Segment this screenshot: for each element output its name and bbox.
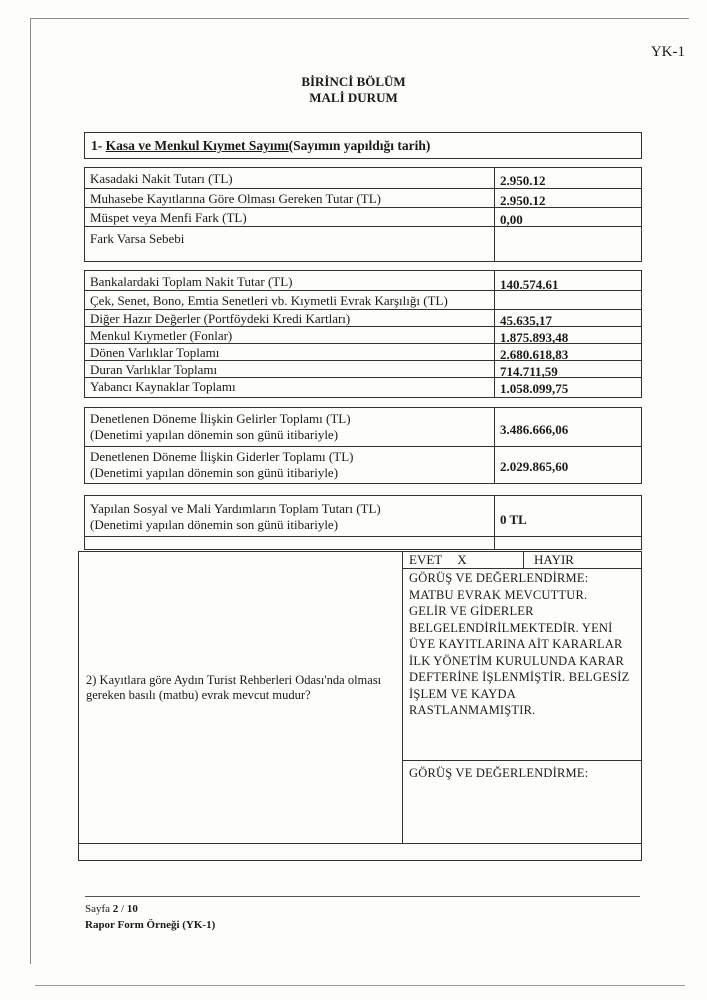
row-label: Yabancı Kaynaklar Toplamı (90, 379, 236, 394)
section-subheading: MALİ DURUM (309, 90, 398, 105)
expense-label-1: Denetlenen Döneme İlişkin Giderler Toplamı (TL) (90, 449, 354, 464)
question-2: 2) Kayıtlara göre Aydın Turist Rehberleri Odası'nda olması gereken basılı (matbu) evrak mevcut mudur? (86, 673, 382, 702)
row-value: 2.950.12 (500, 193, 546, 208)
expense-label-2: (Denetimi yapılan dönemin son günü itibariyle) (90, 465, 339, 480)
aid-label-2: (Denetimi yapılan dönemin son günü itibariyle) (90, 517, 339, 532)
form-code: YK-1 (650, 44, 685, 60)
income-label-1: Denetlenen Döneme İlişkin Gelirler Toplamı (TL) (90, 411, 351, 426)
section1-title-suffix: (Sayımın yapıldığı tarih) (288, 138, 431, 153)
row-label: Müspet veya Menfi Fark (TL) (90, 210, 247, 225)
row-label: Fark Varsa Sebebi (90, 231, 185, 246)
row-label: Dönen Varlıklar Toplamı (90, 345, 220, 360)
form-name: Rapor Form Örneği (YK-1) (85, 919, 216, 931)
row-value: 45.635,17 (500, 313, 552, 328)
aid-label-1: Yapılan Sosyal ve Mali Yardımların Toplam Tutarı (TL) (90, 501, 381, 516)
row-label: Bankalardaki Toplam Nakit Tutar (TL) (90, 274, 293, 289)
row-value: 2.680.618,83 (500, 347, 569, 362)
row-label: Muhasebe Kayıtlarına Göre Olması Gereken Tutar (TL) (90, 191, 381, 206)
row-value: 714.711,59 (500, 364, 558, 379)
expense-value: 2.029.865,60 (500, 459, 569, 474)
page-number (85, 903, 138, 915)
row-label: Çek, Senet, Bono, Emtia Senetleri vb. Kıymetli Evrak Karşılığı (TL) (90, 293, 448, 308)
row-label: Diğer Hazır Değerler (Portföydeki Kredi Kartları) (90, 311, 351, 326)
yes-checkmark: X (457, 552, 467, 567)
page-current: 2 (112, 903, 119, 915)
section1-title-prefix: 1- (91, 138, 103, 153)
section1-title (91, 138, 430, 154)
row-value: 1.875.893,48 (500, 330, 569, 345)
row-value: 140.574.61 (500, 277, 559, 292)
yes-review: GÖRÜŞ VE DEĞERLENDİRME: MATBU EVRAK MEVCUTTUR. GELİR VE GİDERLER BELGELENDİRİLMEKTEDİR. YENİ ÜYE KAYITLARINA AİT KARARLAR İLK YÖNETİM KURULUNDA KARAR DEFTERİNE İŞLENMİŞTİR. BELGESİZ İŞLEM VE KAYDA RASTLANMAMIŞTIR. (409, 571, 630, 717)
footer-divider (85, 896, 640, 897)
section1-title-underlined: Kasa ve Menkul Kıymet Sayımı (105, 138, 289, 153)
aid-value: 0 TL (500, 512, 527, 527)
yes-label-text: EVET (409, 552, 442, 567)
page-total: 10 (126, 903, 138, 915)
yes-label (409, 552, 467, 568)
bottom-edge (35, 985, 685, 986)
no-label: HAYIR (534, 552, 574, 567)
row-value: 0,00 (500, 212, 523, 227)
income-label-2: (Denetimi yapılan dönemin son günü itibariyle) (90, 427, 339, 442)
row-label: Duran Varlıklar Toplamı (90, 362, 218, 377)
page-sep: / (118, 903, 127, 915)
income-value: 3.486.666,06 (500, 422, 569, 437)
page-label: Sayfa (85, 903, 111, 915)
row-label: Kasadaki Nakit Tutarı (TL) (90, 171, 233, 186)
row-value: 2.950.12 (500, 173, 546, 188)
row-value: 1.058.099,75 (500, 381, 569, 396)
section-heading: BİRİNCİ BÖLÜM (301, 74, 406, 89)
no-review: GÖRÜŞ VE DEĞERLENDİRME: (409, 766, 589, 780)
row-label: Menkul Kıymetler (Fonlar) (90, 328, 233, 343)
